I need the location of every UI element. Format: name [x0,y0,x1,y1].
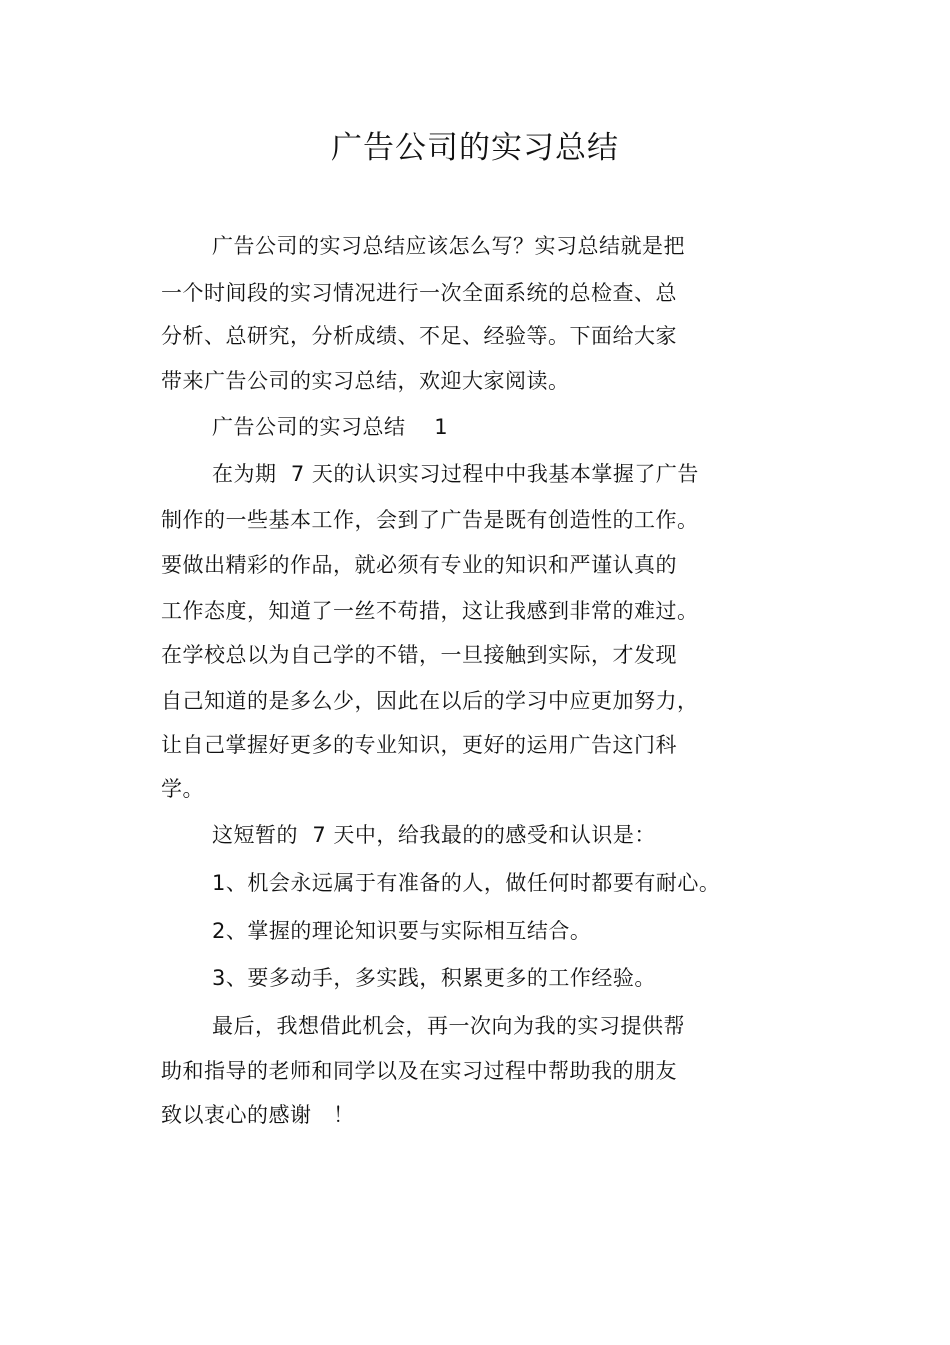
paragraph-line: 分析、总研究，分析成绩、不足、经验等。下面给大家 [161,324,677,348]
section-heading: 广告公司的实习总结 1 [212,415,449,439]
list-item: 2、掌握的理论知识要与实际相互结合。 [212,919,592,943]
paragraph-line: 广告公司的实习总结应该怎么写？实习总结就是把 [212,234,685,258]
paragraph-line: 这短暂的 7 天中，给我最的的感受和认识是： [212,823,656,847]
list-item: 1、机会永远属于有准备的人，做任何时都要有耐心。 [212,871,721,895]
paragraph-line: 学。 [161,777,204,801]
paragraph-line: 一个时间段的实习情况进行一次全面系统的总检查、总 [161,281,677,305]
list-item: 3、要多动手，多实践，积累更多的工作经验。 [212,966,656,990]
paragraph-line: 助和指导的老师和同学以及在实习过程中帮助我的朋友 [161,1059,677,1083]
paragraph-line: 致以衷心的感谢 ！ [161,1103,355,1127]
paragraph-line: 自己知道的是多么少，因此在以后的学习中应更加努力， [161,689,699,713]
paragraph-line: 制作的一些基本工作，会到了广告是既有创造性的工作。 [161,508,699,532]
page-title: 广告公司的实习总结 [331,130,619,166]
paragraph-line: 在学校总以为自己学的不错，一旦接触到实际，才发现 [161,643,677,667]
paragraph-line: 最后，我想借此机会，再一次向为我的实习提供帮 [212,1014,685,1038]
paragraph-line: 在为期 7 天的认识实习过程中中我基本掌握了广告 [212,462,699,486]
paragraph-line: 让自己掌握好更多的专业知识，更好的运用广告这门科 [161,733,677,757]
paragraph-line: 要做出精彩的作品，就必须有专业的知识和严谨认真的 [161,553,677,577]
paragraph-line: 工作态度，知道了一丝不苟措，这让我感到非常的难过。 [161,599,699,623]
paragraph-line: 带来广告公司的实习总结，欢迎大家阅读。 [161,369,570,393]
